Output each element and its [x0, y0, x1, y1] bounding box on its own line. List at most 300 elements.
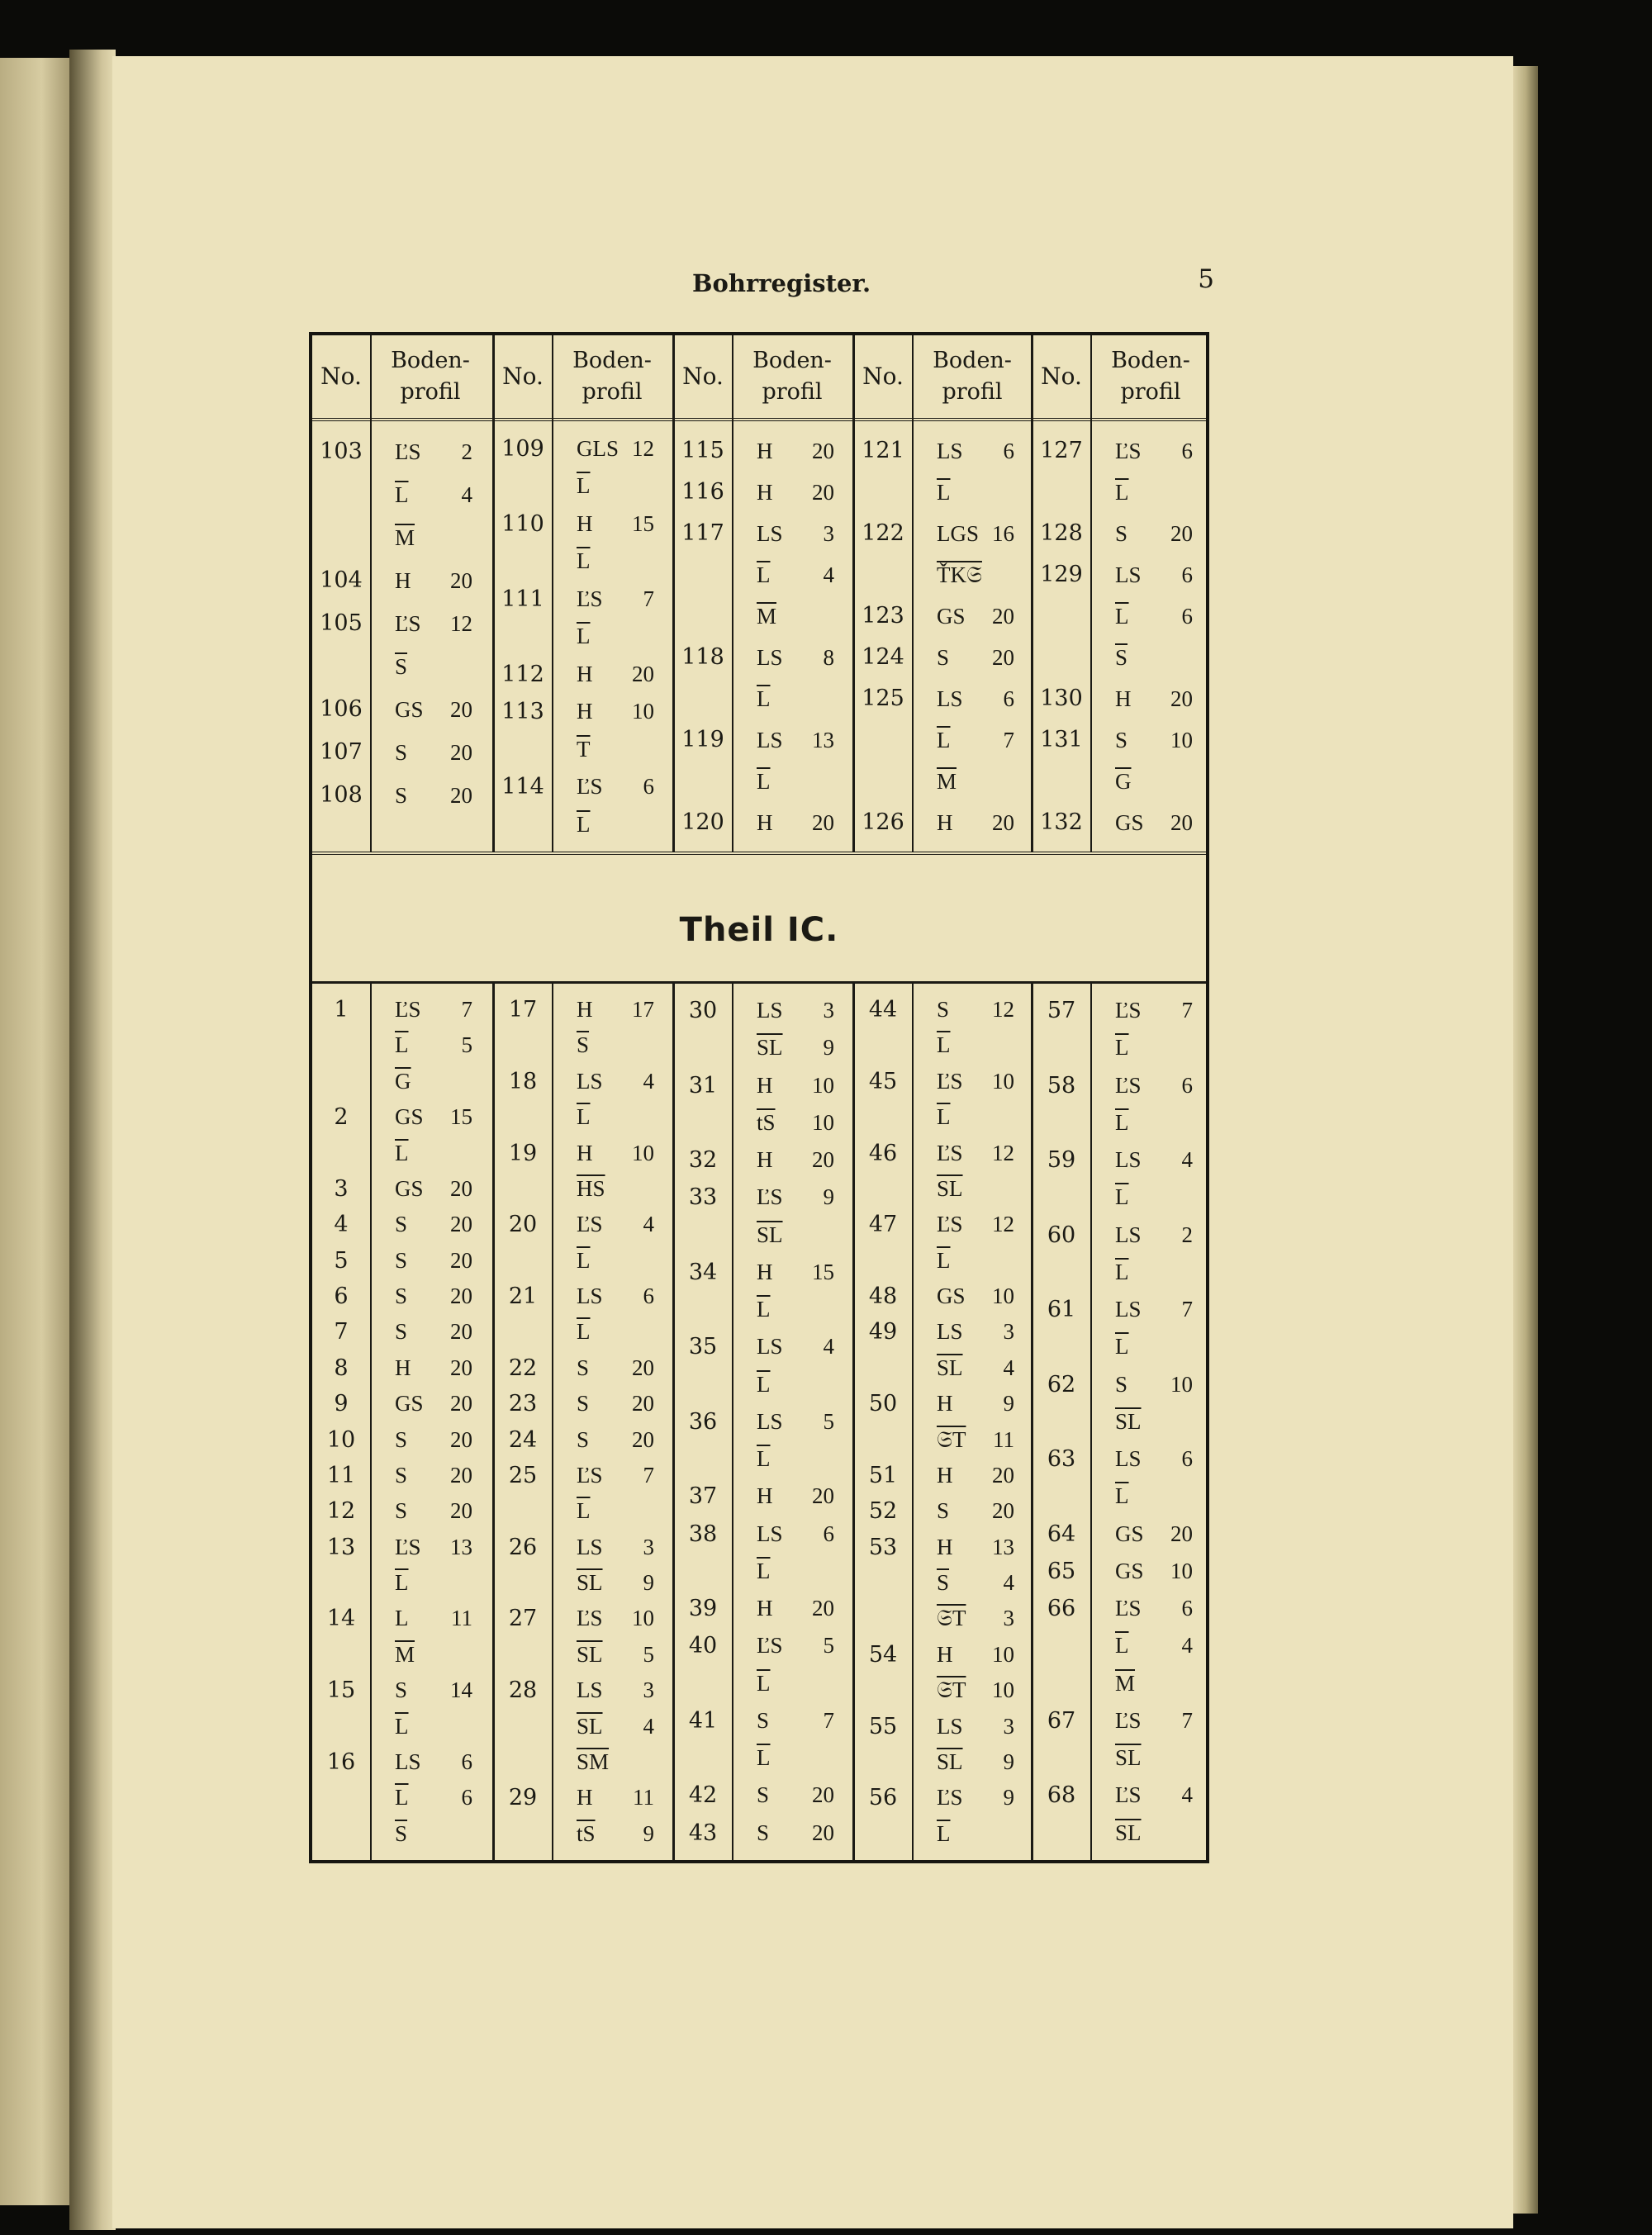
- soil-code: $\overline{S}$: [395, 654, 408, 679]
- depth-value: 12: [992, 997, 1014, 1022]
- part2-profil-line: [577, 1744, 654, 1780]
- depth-value: 7: [461, 997, 472, 1022]
- depth-value: 7: [1181, 1297, 1193, 1322]
- part2-entry-no: 51: [868, 1462, 898, 1488]
- soil-code: GS: [395, 697, 424, 722]
- soil-code: $\overline{SL}$: [937, 1355, 963, 1380]
- header-no-label: No.: [320, 363, 362, 390]
- soil-code: LS: [937, 439, 963, 463]
- depth-value: 20: [450, 1462, 472, 1488]
- soil-code: $\overline{L}$: [577, 1104, 591, 1130]
- soil-code: $\overline{L}$: [757, 1297, 771, 1322]
- soil-code: S: [1115, 728, 1128, 752]
- part1-profil-line: [577, 505, 654, 543]
- depth-value: 5: [823, 1633, 834, 1658]
- part1-entry-no: 129: [1040, 562, 1083, 587]
- soil-code: $\overline{S}$: [1115, 645, 1128, 670]
- soil-code: LS: [757, 645, 783, 670]
- part2-profil-line: [757, 1440, 834, 1478]
- part2-entry-no: 38: [688, 1521, 718, 1547]
- part2-profil-line: [1115, 1328, 1193, 1365]
- depth-value: 4: [1003, 1355, 1014, 1380]
- soil-code: $\overline{L}$: [937, 1247, 951, 1273]
- part2-profil-line: [1115, 1590, 1193, 1627]
- header-bodenprofil: [552, 335, 672, 418]
- part2-profil-line: [395, 1386, 472, 1421]
- soil-code: $\overline{L}$: [577, 624, 591, 649]
- part2-entry-no: 27: [508, 1606, 538, 1632]
- soil-code: $\overline{L}$: [1115, 1483, 1129, 1509]
- depth-value: 11: [451, 1606, 472, 1631]
- soil-code: $\overline{L}$: [395, 1713, 409, 1739]
- depth-value: 6: [461, 1749, 472, 1774]
- soil-code: ĽS: [1115, 998, 1142, 1023]
- depth-value: 6: [1181, 439, 1193, 463]
- soil-code: $\overline{L}$: [395, 1032, 409, 1058]
- soil-code: $\overline{L}$: [1115, 1035, 1129, 1061]
- soil-code: LS: [757, 521, 783, 546]
- depth-value: 4: [643, 1212, 654, 1237]
- part2-profil-line: [757, 1702, 834, 1739]
- soil-code: $\overline{L}$: [577, 1247, 591, 1273]
- depth-value: 12: [450, 611, 472, 636]
- part2-entry-no: 58: [1047, 1072, 1076, 1099]
- part1-entry-no: 111: [501, 586, 544, 612]
- part2-entry-no: 2: [334, 1104, 349, 1131]
- soil-code: L: [395, 1606, 409, 1631]
- depth-value: 10: [632, 1606, 654, 1631]
- depth-value: 11: [633, 1785, 654, 1810]
- soil-code: $\overline{L}$: [937, 1820, 951, 1846]
- depth-value: 3: [1003, 1713, 1014, 1739]
- soil-code: $\overline{L}$: [1115, 604, 1129, 629]
- part2-profil-line: [577, 1207, 654, 1242]
- part1-profil-line: [395, 731, 472, 774]
- soil-code: ĽS: [395, 611, 421, 636]
- part2-profil-line: [1115, 1141, 1193, 1179]
- soil-code: ĽS: [937, 1140, 963, 1165]
- soil-code: H: [937, 1462, 953, 1488]
- part1-profil-line: [395, 473, 472, 516]
- soil-code: $\overline{SL}$: [757, 1222, 783, 1247]
- depth-value: 6: [1181, 604, 1193, 629]
- part1-profil-line: [577, 693, 654, 730]
- soil-code: ĽS: [395, 997, 421, 1022]
- part2-profil-line: [937, 1493, 1014, 1529]
- depth-value: 7: [643, 586, 654, 611]
- part1-entry-no: 108: [320, 782, 363, 808]
- depth-value: 20: [450, 1175, 472, 1201]
- soil-code: $\overline{L}$: [395, 1570, 409, 1595]
- part2-profil-line: [395, 1458, 472, 1493]
- part2-profil-line: [395, 1136, 472, 1171]
- part2-entry-no: 22: [508, 1355, 538, 1381]
- part2-profil-line: [937, 1709, 1014, 1744]
- depth-value: 4: [1181, 1633, 1193, 1658]
- part1-profil-line: [757, 513, 834, 554]
- header-bodenprofil: [1090, 335, 1211, 418]
- part1-entry-no: 118: [681, 644, 724, 670]
- depth-value: 6: [1181, 1072, 1193, 1098]
- part2-profil-line: [757, 1815, 834, 1852]
- soil-code: $\overline{M}$: [757, 604, 777, 629]
- depth-value: 20: [992, 1498, 1014, 1524]
- depth-value: 10: [992, 1284, 1014, 1308]
- depth-value: 6: [1003, 439, 1014, 463]
- soil-code: H: [937, 1391, 953, 1416]
- depth-value: 3: [823, 998, 834, 1023]
- part1-profil-line: [577, 430, 654, 467]
- part1-profil-line: [757, 430, 834, 472]
- part2-profil-line: [577, 1673, 654, 1708]
- soil-code: ĽS: [1115, 1707, 1142, 1733]
- part2-entry-no: 1: [334, 997, 349, 1023]
- part2-entry-no: 26: [508, 1534, 538, 1560]
- part2-profil-line: [1115, 1366, 1193, 1403]
- depth-value: 7: [1003, 728, 1014, 752]
- part2-entry-no: 63: [1047, 1446, 1076, 1473]
- soil-code: ĽS: [577, 774, 603, 800]
- part2-entry-no: 4: [334, 1212, 349, 1238]
- depth-value: 6: [1181, 1596, 1193, 1621]
- part2-profil-line: [1115, 1104, 1193, 1141]
- soil-code: GS: [937, 1284, 966, 1308]
- part1-entry-no: 104: [320, 567, 363, 593]
- soil-code: $\overline{M}$: [395, 1641, 415, 1667]
- part2-profil-line: [395, 1350, 472, 1386]
- header-bodenprofil: [370, 335, 491, 418]
- part2-profil-line: [1115, 1665, 1193, 1702]
- part1-profil-line: [757, 719, 834, 761]
- soil-code: $\overline{L}$: [577, 811, 591, 837]
- part1-entry-no: 107: [320, 739, 363, 765]
- part2-profil-line: [577, 1279, 654, 1314]
- soil-code: LS: [757, 1521, 783, 1546]
- part2-profil-line: [1115, 1478, 1193, 1515]
- part2-profil-line: [577, 1314, 654, 1350]
- part1-profil-line: [577, 768, 654, 805]
- soil-code: 𝔖T: [937, 1677, 966, 1703]
- depth-value: 15: [450, 1104, 472, 1130]
- depth-value: 3: [1003, 1319, 1014, 1345]
- part1-profil-line: [577, 806, 654, 843]
- part2-profil-line: [395, 992, 472, 1027]
- table-rule: [312, 852, 1206, 858]
- soil-code: $\overline{SM}$: [577, 1749, 610, 1774]
- soil-code: LS: [1115, 562, 1142, 587]
- part2-entry-no: 62: [1047, 1371, 1076, 1397]
- soil-code: GS: [395, 1104, 424, 1130]
- soil-code: S: [395, 1462, 408, 1488]
- part2-profil-line: [937, 1064, 1014, 1099]
- soil-code: H: [757, 1259, 773, 1284]
- part1-entry-no: 106: [320, 696, 363, 722]
- soil-code: $\overline{L}$: [937, 1104, 951, 1130]
- depth-value: 4: [643, 1713, 654, 1739]
- part2-profil-line: [577, 1064, 654, 1099]
- soil-code: $\overline{SL}$: [1115, 1408, 1142, 1434]
- part2-entry-no: 29: [508, 1785, 538, 1811]
- soil-code: S: [1115, 1371, 1128, 1397]
- soil-code: LS: [577, 1534, 603, 1559]
- depth-value: 9: [1003, 1749, 1014, 1774]
- depth-value: 6: [1181, 1446, 1193, 1472]
- header-no: [854, 335, 912, 418]
- part2-profil-line: [937, 1027, 1014, 1063]
- part1-entry-no: 105: [320, 610, 363, 636]
- soil-code: ĽS: [757, 1184, 783, 1210]
- part1-profil-line: [1115, 719, 1193, 761]
- depth-value: 20: [450, 1247, 472, 1273]
- part2-profil-line: [1115, 1217, 1193, 1254]
- soil-code: $\overline{L}$: [757, 769, 771, 794]
- soil-code: $\overline{tS}$: [577, 1820, 596, 1846]
- part2-entry-no: 55: [868, 1713, 898, 1739]
- depth-value: 12: [992, 1140, 1014, 1165]
- header-profil-line1: Boden-: [752, 348, 832, 373]
- part1-entry-no: 126: [862, 809, 904, 835]
- soil-code: $\overline{L}$: [577, 548, 591, 574]
- depth-value: 10: [812, 1072, 834, 1098]
- header-no: [674, 335, 732, 418]
- part1-entry-no: 131: [1040, 727, 1083, 752]
- part1-profil-line: [577, 618, 654, 655]
- part1-profil-line: [757, 596, 834, 637]
- soil-code: H: [757, 480, 773, 505]
- section-title: Theil IC.: [679, 911, 839, 949]
- part2-profil-line: [1115, 1553, 1193, 1590]
- header-no-label: No.: [682, 363, 724, 390]
- part2-profil-line: [395, 1744, 472, 1780]
- part1-profil-line: [577, 656, 654, 693]
- part2-entry-no: 54: [868, 1641, 898, 1668]
- part1-profil-line: [937, 678, 1014, 719]
- soil-code: LS: [395, 1749, 421, 1774]
- part2-profil-line: [757, 1403, 834, 1440]
- part2-profil-line: [757, 992, 834, 1029]
- soil-code: $\overline{G}$: [1115, 769, 1132, 794]
- no-column-divider: [552, 984, 553, 1860]
- soil-code: S: [937, 1498, 950, 1524]
- soil-code: H: [757, 1483, 773, 1509]
- depth-value: 10: [992, 1641, 1014, 1667]
- part1-profil-line: [395, 688, 472, 731]
- header-no-label: No.: [1041, 363, 1082, 390]
- part2-profil-line: [1115, 992, 1193, 1029]
- page-number: 5: [1198, 264, 1214, 294]
- header-no-label: No.: [862, 363, 904, 390]
- part2-profil-line: [757, 1067, 834, 1104]
- depth-value: 20: [992, 604, 1014, 629]
- soil-code: $\overline{L}$: [1115, 1184, 1129, 1210]
- part2-profil-line: [937, 1171, 1014, 1207]
- depth-value: 3: [823, 521, 834, 546]
- part1-entry-no: 113: [501, 699, 544, 725]
- part2-profil-line: [577, 1136, 654, 1171]
- soil-code: ĽS: [1115, 1072, 1142, 1098]
- part1-entry-no: 116: [681, 479, 724, 505]
- depth-value: 10: [812, 1109, 834, 1135]
- part2-profil-line: [937, 1099, 1014, 1135]
- part2-entry-no: 24: [508, 1426, 538, 1453]
- depth-value: 20: [450, 1391, 472, 1416]
- part2-entry-no: 32: [688, 1147, 718, 1174]
- part1-profil-line: [1115, 430, 1193, 472]
- part2-profil-line: [1115, 1067, 1193, 1104]
- part1-profil-line: [757, 802, 834, 843]
- soil-code: $\overline{SL}$: [1115, 1820, 1142, 1845]
- part1-entry-no: 120: [681, 809, 724, 835]
- part1-profil-line: [1115, 596, 1193, 637]
- depth-value: 4: [461, 482, 472, 507]
- part2-profil-line: [395, 1099, 472, 1135]
- part2-entry-no: 47: [868, 1212, 898, 1238]
- soil-code: LS: [937, 686, 963, 711]
- bohrregister-table: [309, 332, 1209, 1863]
- soil-code: $\overline{S}$: [937, 1570, 950, 1595]
- part1-profil-line: [1115, 472, 1193, 513]
- part2-profil-line: [757, 1029, 834, 1066]
- part1-profil-line: [1115, 802, 1193, 843]
- soil-code: $\overline{L}$: [937, 480, 951, 505]
- part2-profil-line: [937, 1744, 1014, 1780]
- soil-code: S: [395, 1284, 408, 1308]
- part2-profil-line: [937, 1243, 1014, 1279]
- part2-entry-no: 40: [688, 1633, 718, 1659]
- header-bodenprofil: [912, 335, 1032, 418]
- part1-entry-no: 109: [501, 436, 544, 462]
- part1-entry-no: 125: [862, 686, 904, 711]
- part2-profil-line: [577, 1565, 654, 1601]
- soil-code: $\overline{L}$: [937, 1032, 951, 1058]
- header-profil-line1: Boden-: [391, 348, 470, 373]
- part2-profil-line: [937, 1350, 1014, 1386]
- part1-profil-line: [937, 513, 1014, 554]
- part2-profil-line: [395, 1780, 472, 1815]
- part2-profil-line: [937, 1314, 1014, 1350]
- depth-value: 20: [450, 1319, 472, 1345]
- soil-code: GS: [1115, 810, 1144, 835]
- soil-code: $\overline{T}$: [577, 736, 591, 762]
- depth-value: 15: [632, 510, 654, 536]
- soil-code: S: [757, 1820, 770, 1845]
- part2-entry-no: 23: [508, 1391, 538, 1417]
- depth-value: 20: [450, 1355, 472, 1380]
- part2-profil-line: [395, 1243, 472, 1279]
- soil-code: S: [395, 1677, 408, 1703]
- part1-entry-no: 110: [501, 510, 544, 537]
- soil-code: H: [757, 1072, 773, 1098]
- soil-code: LS: [937, 1319, 963, 1345]
- depth-value: 20: [450, 1284, 472, 1308]
- soil-code: GS: [1115, 1521, 1144, 1546]
- part2-profil-line: [577, 1601, 654, 1636]
- soil-code: S: [395, 1212, 408, 1237]
- depth-value: 3: [1003, 1606, 1014, 1631]
- soil-code: $\overline{M}$: [937, 769, 957, 794]
- soil-code: S: [937, 997, 950, 1022]
- soil-code: H: [577, 661, 593, 686]
- soil-code: LS: [1115, 1446, 1142, 1472]
- depth-value: 6: [643, 774, 654, 800]
- soil-code: $\overline{L}$: [1115, 1633, 1129, 1658]
- depth-value: 14: [450, 1677, 472, 1703]
- soil-code: $\overline{L}$: [395, 1785, 409, 1810]
- depth-value: 20: [812, 1820, 834, 1845]
- soil-code: LS: [577, 1677, 603, 1703]
- facing-page-edge: [0, 58, 69, 2205]
- part1-profil-line: [937, 430, 1014, 472]
- depth-value: 4: [1003, 1570, 1014, 1595]
- soil-code: $\overline{L}$: [757, 1670, 771, 1696]
- part2-profil-line: [757, 1777, 834, 1814]
- depth-value: 20: [812, 1483, 834, 1509]
- depth-value: 20: [992, 645, 1014, 670]
- depth-value: 11: [993, 1426, 1014, 1452]
- part2-profil-line: [577, 1530, 654, 1565]
- part2-profil-line: [395, 1314, 472, 1350]
- soil-code: ĽS: [577, 1212, 603, 1237]
- part1-profil-line: [937, 761, 1014, 802]
- depth-value: 4: [643, 1068, 654, 1094]
- part1-profil-line: [395, 430, 472, 473]
- part2-profil-line: [395, 1493, 472, 1529]
- soil-code: ĽS: [395, 439, 421, 464]
- part1-entry-no: 130: [1040, 686, 1083, 711]
- part1-entry-no: 132: [1040, 809, 1083, 835]
- part2-profil-line: [1115, 1777, 1193, 1814]
- soil-code: $\overline{L}$: [757, 1446, 771, 1472]
- depth-value: 10: [632, 699, 654, 724]
- part2-profil-line: [937, 1816, 1014, 1852]
- soil-code: S: [1115, 521, 1128, 546]
- depth-value: 20: [812, 1782, 834, 1808]
- part1-profil-line: [757, 761, 834, 802]
- part2-profil-line: [1115, 1702, 1193, 1739]
- soil-code: $\overline{SL}$: [937, 1749, 963, 1774]
- part2-profil-line: [577, 1027, 654, 1063]
- part1-profil-line: [1115, 554, 1193, 596]
- part2-entry-no: 59: [1047, 1147, 1076, 1174]
- part1-profil-line: [395, 774, 472, 817]
- depth-value: 7: [1181, 998, 1193, 1023]
- depth-value: 10: [632, 1140, 654, 1165]
- depth-value: 4: [823, 562, 834, 587]
- part1-profil-line: [1115, 761, 1193, 802]
- part2-profil-line: [757, 1141, 834, 1179]
- part1-profil-line: [395, 559, 472, 602]
- soil-code: $\overline{S}$: [395, 1820, 408, 1846]
- part2-profil-line: [577, 1350, 654, 1386]
- header-no: [312, 335, 370, 418]
- part2-profil-line: [757, 1739, 834, 1777]
- depth-value: 9: [643, 1570, 654, 1595]
- part1-profil-line: [757, 678, 834, 719]
- part2-profil-line: [395, 1709, 472, 1744]
- part1-entry-no: 128: [1040, 520, 1083, 546]
- part2-entry-no: 43: [688, 1820, 718, 1846]
- part1-profil-line: [937, 554, 1014, 596]
- part2-entry-no: 66: [1047, 1596, 1076, 1622]
- soil-code: GS: [395, 1175, 424, 1201]
- part2-entry-no: 42: [688, 1782, 718, 1809]
- part2-profil-line: [577, 1243, 654, 1279]
- depth-value: 4: [1181, 1782, 1193, 1808]
- soil-code: H: [757, 1596, 773, 1621]
- part2-profil-line: [757, 1104, 834, 1141]
- depth-value: 7: [1181, 1707, 1193, 1733]
- header-bodenprofil: [732, 335, 852, 418]
